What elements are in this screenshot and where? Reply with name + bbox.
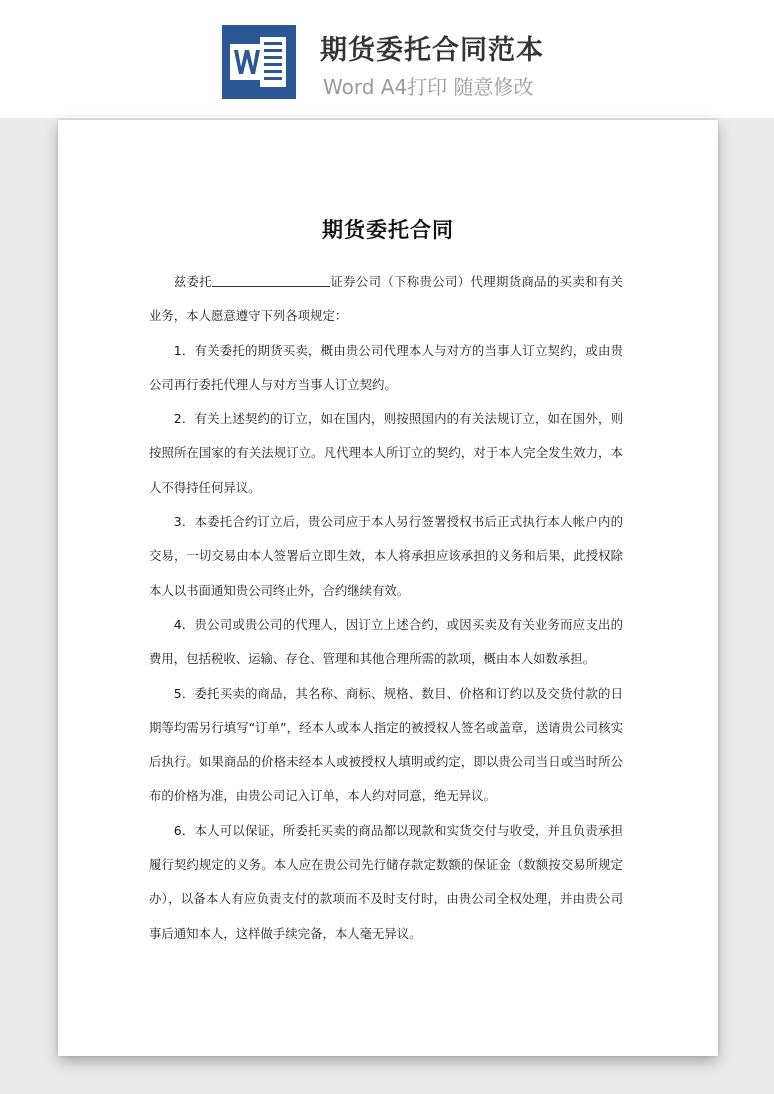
- clause-paragraph: 4．贵公司或贵公司的代理人，因订立上述合约，或因买卖及有关业务而应支出的费用，包括税收、运输、存仓、管理和其他合理所需的款项，概由本人如数承担。: [149, 616, 623, 667]
- template-subtitle: Word A4打印 随意修改: [323, 75, 534, 99]
- document-body: [149, 265, 623, 951]
- clause-paragraph: 5．委托买卖的商品，其名称、商标、规格、数目、价格和订约以及交货付款的日期等均需另行填写“订单”，经本人或本人指定的被授权人签名或盖章，送请贵公司核实后执行。如果商品的价格未经本人或被授权人填明或约定，即以贵公司当日或当时所公布的价格为准，由贵公司记入订单，本人约对同意，绝无异议。: [149, 685, 623, 804]
- document-title: 期货委托合同: [322, 218, 454, 242]
- clause-paragraph: 2．有关上述契约的订立，如在国内，则按照国内的有关法规订立，如在国外，则按照所在国家的有关法规订立。凡代理本人所订立的契约，对于本人完全发生效力，本人不得持任何异议。: [149, 411, 623, 495]
- intro-paragraph: [149, 265, 623, 334]
- document-page: [58, 120, 718, 1056]
- clause-paragraph: 6．本人可以保证，所委托买卖的商品都以现款和实货交付与收受，并且负责承担履行契约规定的义务。本人应在贵公司先行储存款定数额的保证金（数额按交易所规定办），以备本人有应负责支付的款项而不及时支付时，由贵公司全权处理，并由贵公司事后通知本人，这样做手续完备，本人毫无异议。: [149, 822, 623, 941]
- header-banner: [0, 0, 774, 118]
- word-icon: [222, 25, 296, 99]
- intro-text-after: 证券公司（下称贵公司）代理期货商品的买卖和有关业务，本人愿意遵守下列各项规定：: [149, 274, 624, 324]
- watermark: [90, 421, 111, 449]
- template-title: 期货委托合同范本: [320, 35, 544, 66]
- clause-paragraph: 1．有关委托的期货买卖，概由贵公司代理本人与对方的当事人订立契约，或由贵公司再行委托代理人与对方当事人订立契约。: [149, 342, 623, 392]
- clause-paragraph: 3．本委托合约订立后，贵公司应于本人另行签署授权书后正式执行本人帐户内的交易，一切交易由本人签署后立即生效，本人将承担应该承担的义务和后果，此授权除本人以书面通知贵公司终止外，合约继续有效。: [149, 514, 623, 598]
- intro-text-before: 兹委托: [173, 274, 213, 289]
- blank-company-field[interactable]: [212, 272, 330, 287]
